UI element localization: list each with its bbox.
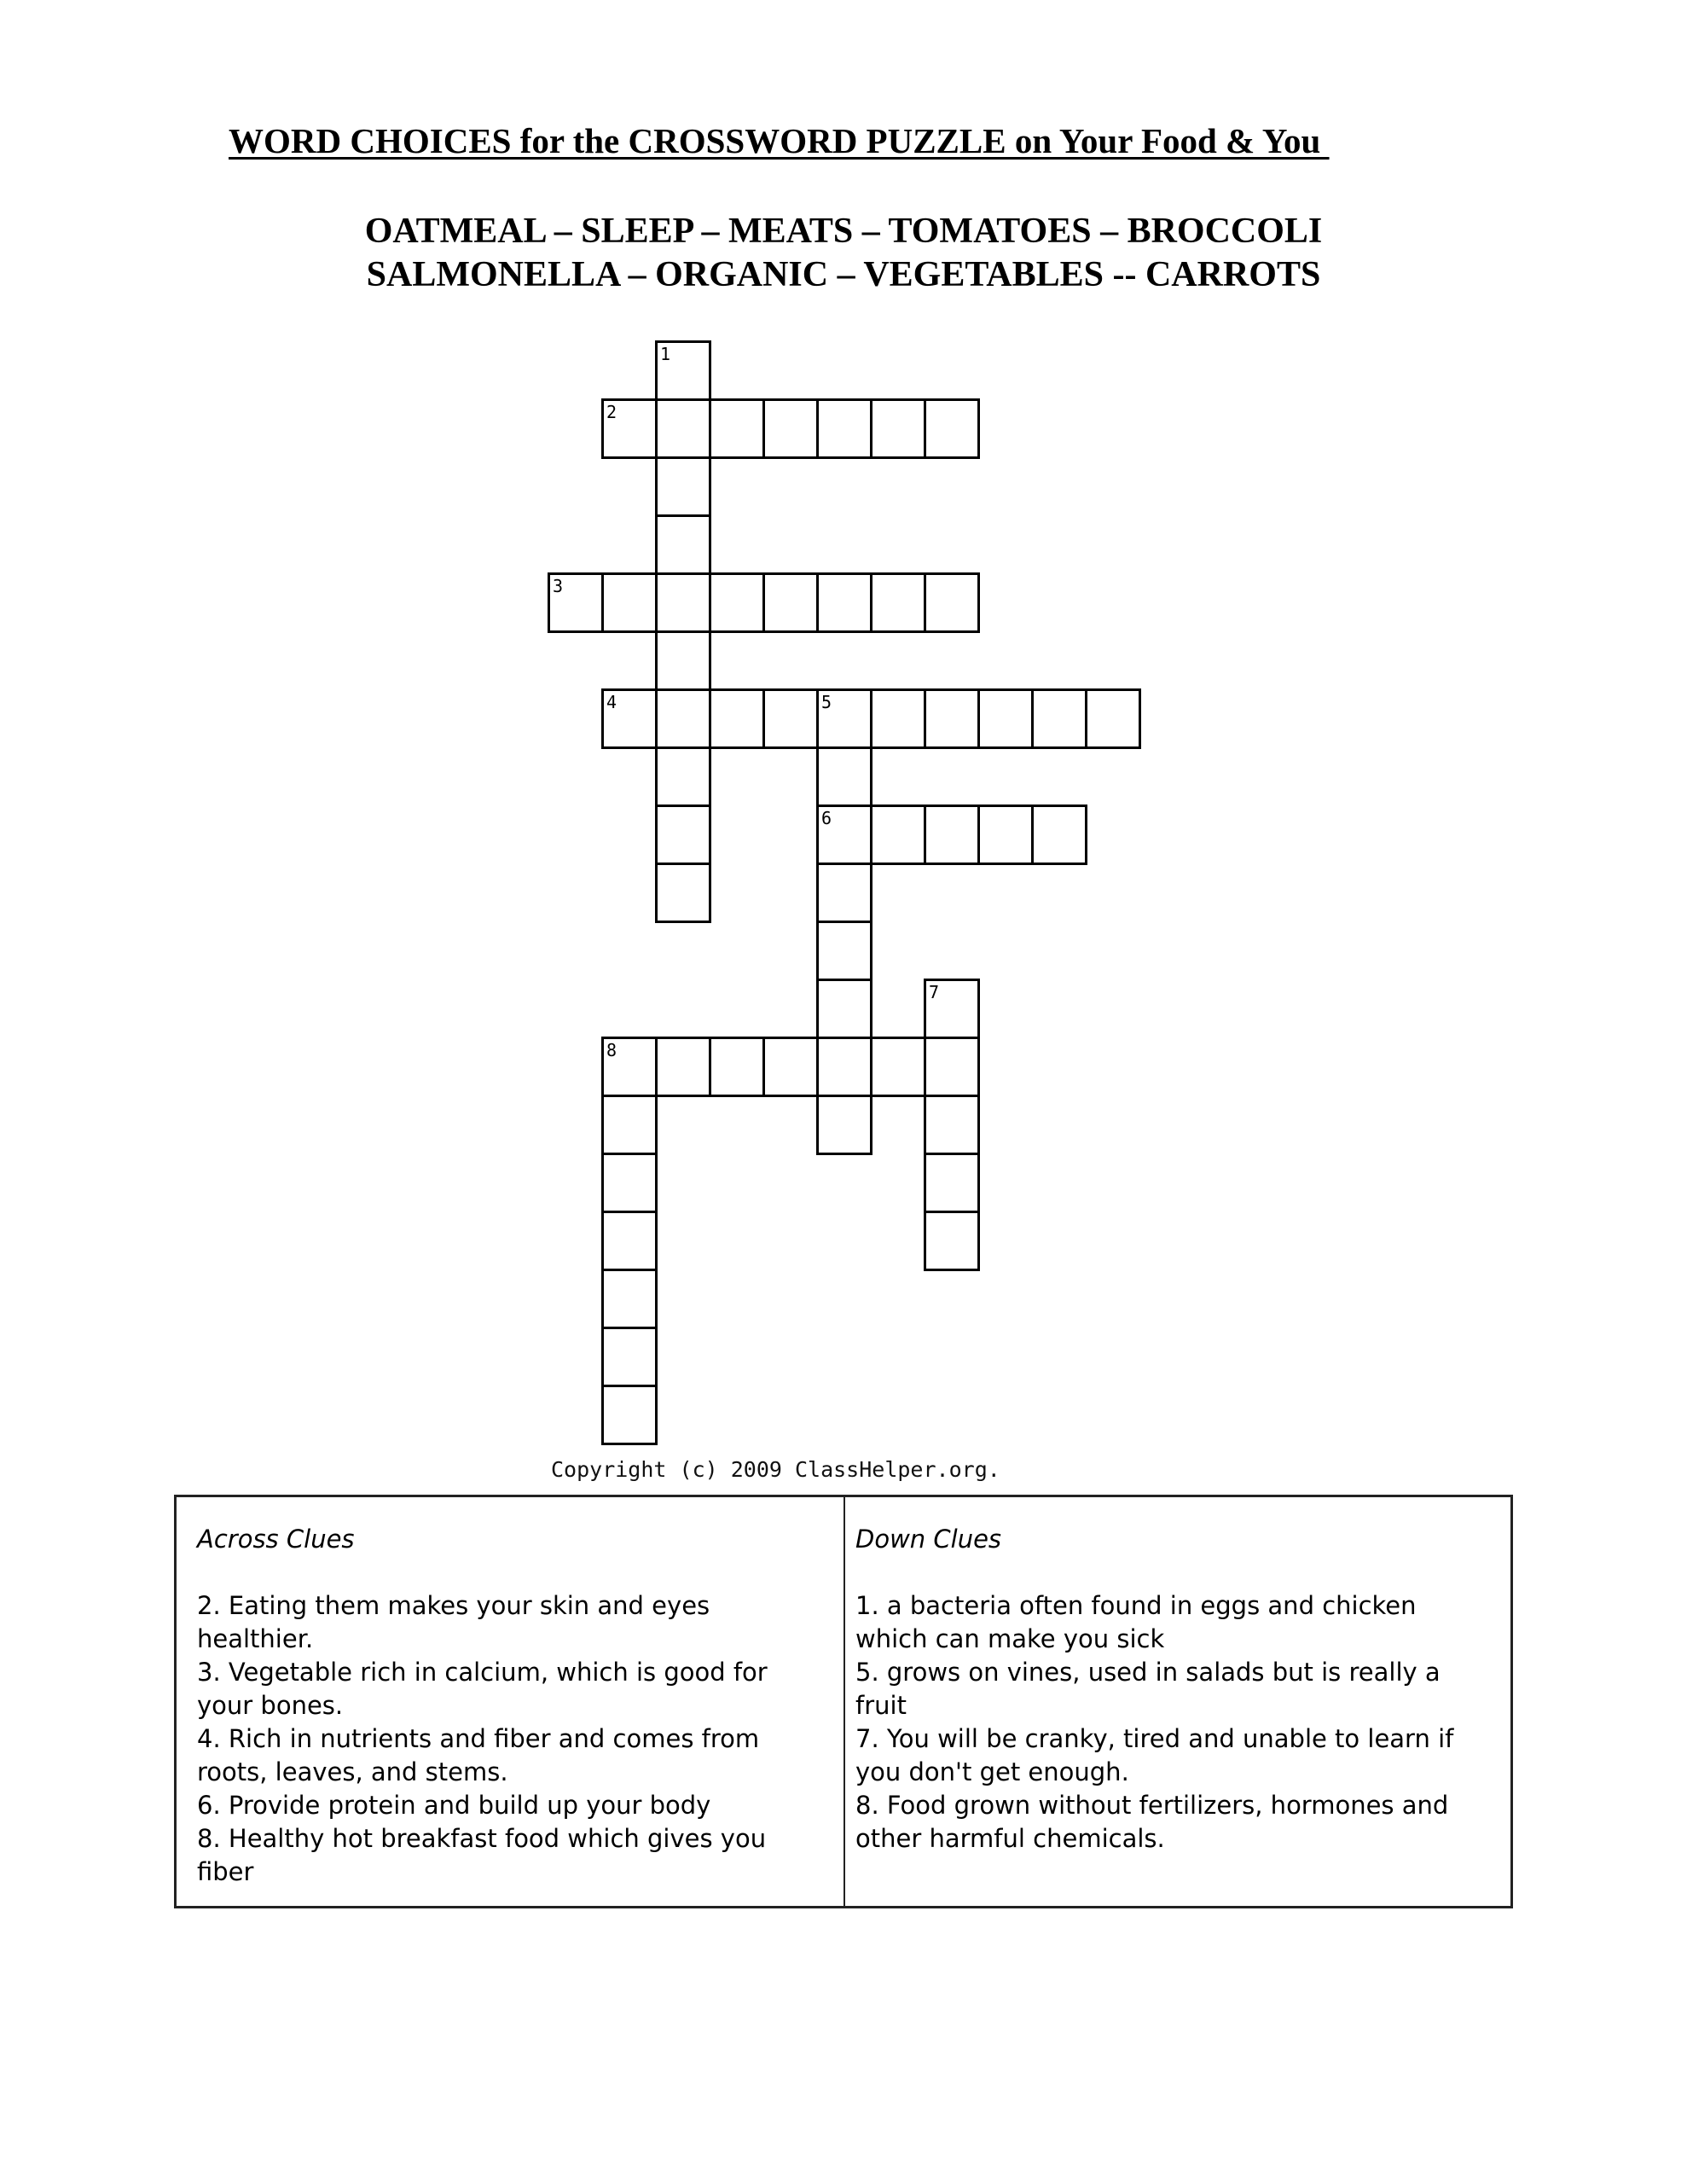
- clue-number: 7: [929, 982, 940, 1002]
- crossword-cell[interactable]: [977, 688, 1034, 749]
- clue-across-8: 8. Healthy hot breakfast food which gives you fiber: [197, 1824, 767, 1886]
- crossword-cell[interactable]: [601, 1269, 658, 1329]
- crossword-cell[interactable]: [601, 1095, 658, 1155]
- crossword-cell[interactable]: [924, 572, 980, 633]
- crossword-cell[interactable]: [709, 572, 765, 633]
- crossword-cell[interactable]: [655, 804, 711, 865]
- clue-number: 5: [821, 692, 832, 712]
- crossword-cell[interactable]: [924, 688, 980, 749]
- crossword-cell[interactable]: [816, 1037, 872, 1097]
- crossword-cell[interactable]: [816, 688, 872, 749]
- crossword-cell[interactable]: [924, 1153, 980, 1213]
- crossword-cell[interactable]: [1031, 688, 1087, 749]
- crossword-cell[interactable]: [816, 746, 872, 807]
- clue-across-6: 6. Provide protein and build up your body: [197, 1791, 711, 1820]
- crossword-cell[interactable]: [601, 1385, 658, 1445]
- crossword-cell[interactable]: [977, 804, 1034, 865]
- crossword-cell[interactable]: [1031, 804, 1087, 865]
- copyright-notice: Copyright (c) 2009 ClassHelper.org.: [551, 1457, 1000, 1482]
- clue-down-1: 1. a bacteria often found in eggs and chicken which can make you sick: [855, 1591, 1417, 1653]
- clue-number: 1: [660, 344, 671, 364]
- crossword-cell[interactable]: [816, 1095, 872, 1155]
- crossword-cell[interactable]: [655, 863, 711, 923]
- clue-across-2: 2. Eating them makes your skin and eyes healthier.: [197, 1591, 710, 1653]
- crossword-cell[interactable]: [601, 572, 658, 633]
- word-choices-line-2: SALMONELLA – ORGANIC – VEGETABLES -- CARROTS: [366, 255, 1321, 294]
- down-clues-heading: Down Clues: [855, 1525, 1002, 1554]
- clue-number: 3: [553, 576, 564, 596]
- crossword-cell[interactable]: [601, 1327, 658, 1387]
- crossword-cell[interactable]: [655, 746, 711, 807]
- clue-down-7: 7. You will be cranky, tired and unable to learn if you don't get enough.: [855, 1724, 1454, 1786]
- clue-across-3: 3. Vegetable rich in calcium, which is good for your bones.: [197, 1658, 768, 1720]
- crossword-cell[interactable]: [655, 688, 711, 749]
- crossword-cell[interactable]: [655, 456, 711, 517]
- crossword-cell[interactable]: [870, 398, 926, 459]
- clue-number: 6: [821, 808, 832, 828]
- crossword-cell[interactable]: [870, 572, 926, 633]
- crossword-cell[interactable]: [601, 1153, 658, 1213]
- crossword-cell[interactable]: [816, 572, 872, 633]
- crossword-cell[interactable]: [762, 1037, 819, 1097]
- across-clues-column: [177, 1497, 845, 1906]
- crossword-cell[interactable]: [601, 398, 658, 459]
- crossword-cell[interactable]: [655, 1037, 711, 1097]
- clue-number: 4: [606, 692, 617, 712]
- crossword-cell[interactable]: [1085, 688, 1141, 749]
- clue-number: 8: [606, 1040, 617, 1060]
- crossword-cell[interactable]: [655, 398, 711, 459]
- crossword-cell[interactable]: [762, 688, 819, 749]
- crossword-cell[interactable]: [655, 572, 711, 633]
- clues-table: [174, 1495, 1513, 1908]
- crossword-cell[interactable]: [924, 1211, 980, 1271]
- crossword-cell[interactable]: [601, 1037, 658, 1097]
- down-clues-column: [845, 1497, 1510, 1906]
- crossword-cell[interactable]: [655, 630, 711, 691]
- crossword-cell[interactable]: [709, 398, 765, 459]
- crossword-cell[interactable]: [870, 804, 926, 865]
- word-choices-line-1: OATMEAL – SLEEP – MEATS – TOMATOES – BROCCOLI: [364, 212, 1323, 251]
- crossword-cell[interactable]: [924, 1095, 980, 1155]
- clue-number: 2: [606, 402, 617, 422]
- crossword-cell[interactable]: [655, 340, 711, 401]
- crossword-cell[interactable]: [762, 398, 819, 459]
- crossword-cell[interactable]: [816, 863, 872, 923]
- crossword-cell[interactable]: [548, 572, 604, 633]
- crossword-cell[interactable]: [924, 804, 980, 865]
- crossword-cell[interactable]: [816, 921, 872, 981]
- crossword-cell[interactable]: [924, 1037, 980, 1097]
- crossword-cell[interactable]: [870, 688, 926, 749]
- crossword-cell[interactable]: [816, 979, 872, 1039]
- across-clues-heading: Across Clues: [197, 1525, 355, 1554]
- crossword-cell[interactable]: [924, 979, 980, 1039]
- crossword-cell[interactable]: [709, 1037, 765, 1097]
- crossword-cell[interactable]: [816, 804, 872, 865]
- crossword-cell[interactable]: [762, 572, 819, 633]
- crossword-cell[interactable]: [924, 398, 980, 459]
- page-title: WORD CHOICES for the CROSSWORD PUZZLE on Your Food & You: [229, 121, 1330, 160]
- crossword-cell[interactable]: [655, 514, 711, 575]
- crossword-cell[interactable]: [816, 398, 872, 459]
- clue-across-4: 4. Rich in nutrients and fiber and comes from roots, leaves, and stems.: [197, 1724, 760, 1786]
- crossword-cell[interactable]: [870, 1037, 926, 1097]
- crossword-cell[interactable]: [709, 688, 765, 749]
- clue-down-8: 8. Food grown without fertilizers, hormones and other harmful chemicals.: [855, 1791, 1449, 1853]
- crossword-cell[interactable]: [601, 1211, 658, 1271]
- crossword-cell[interactable]: [601, 688, 658, 749]
- clue-down-5: 5. grows on vines, used in salads but is really a fruit: [855, 1658, 1441, 1720]
